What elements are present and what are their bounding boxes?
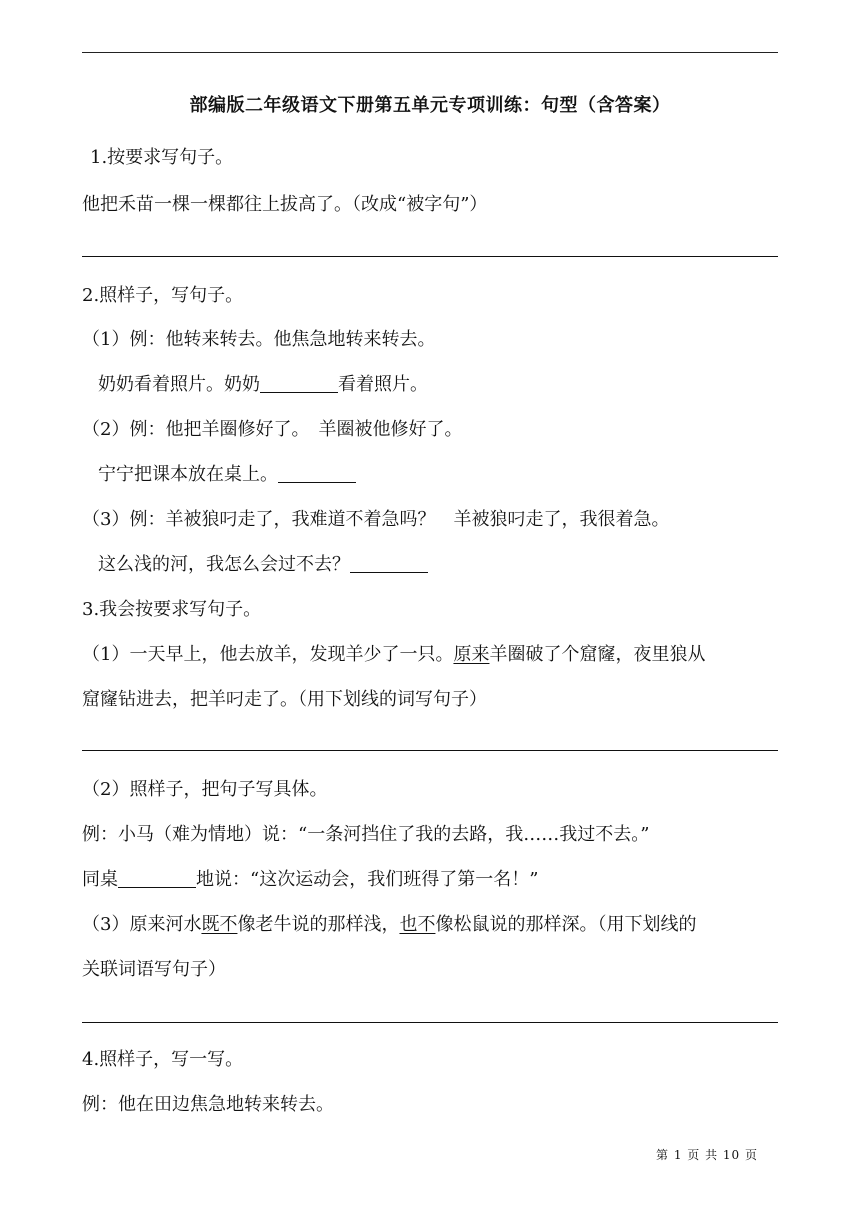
q3-part1-underlined-word: 原来	[453, 644, 490, 665]
q1-sentence: 他把禾苗一棵一棵都往上拔高了。（改成“被字句”）	[82, 194, 488, 215]
q3-part2-heading: （2）照样子，把句子写具体。	[82, 779, 328, 800]
q3-part2-task	[82, 868, 538, 892]
q2-task-2	[98, 463, 356, 487]
q4-heading: 4.照样子，写一写。	[82, 1049, 244, 1070]
q3-part3-line1	[82, 913, 696, 937]
q2-task-2-text: 宁宁把课本放在桌上。	[98, 464, 278, 485]
q3-part3-text-b: 像老牛说的那样浅，	[237, 914, 400, 935]
q2-task-1	[98, 373, 428, 397]
q4-example: 例：他在田边焦急地转来转去。	[82, 1094, 334, 1115]
q3-part2-example: 例：小马（难为情地）说：“一条河挡住了我的去路，我……我过不去。”	[82, 824, 650, 845]
q1-answer-line[interactable]	[82, 256, 778, 257]
q3-part1-text: （1）一天早上，他去放羊，发现羊少了一只。	[82, 644, 454, 665]
q2-task-2-blank[interactable]	[278, 464, 356, 483]
q3-part3-answer-line[interactable]	[82, 1022, 778, 1023]
q3-part3-underlined-1: 既不	[201, 914, 238, 935]
q3-part1-line2: 窟窿钻进去，把羊叼走了。（用下划线的词写句子）	[82, 689, 487, 710]
q3-part1-answer-line[interactable]	[82, 750, 778, 751]
q3-part3-text-a: （3）原来河水	[82, 914, 202, 935]
page-footer: 第 1 页 共 10 页	[656, 1148, 758, 1162]
q2-task-1-start: 奶奶看着照片。奶奶	[98, 374, 260, 395]
q3-part3-line2: 关联词语写句子）	[82, 959, 226, 980]
header-rule	[82, 52, 778, 53]
page-title: 部编版二年级语文下册第五单元专项训练：句型（含答案）	[189, 95, 671, 116]
q3-part3-text-c: 像松鼠说的那样深。（用下划线的	[435, 914, 697, 935]
q3-part2-task-end: 地说：“这次运动会，我们班得了第一名！”	[196, 869, 539, 890]
q2-task-3-blank[interactable]	[350, 554, 428, 573]
q2-task-1-blank[interactable]	[260, 374, 338, 393]
q3-part2-blank[interactable]	[118, 869, 196, 888]
q3-part1-line1	[82, 643, 705, 667]
q3-part2-task-start: 同桌	[82, 869, 118, 890]
q2-task-3	[98, 553, 428, 577]
q2-example-1: （1）例：他转来转去。他焦急地转来转去。	[82, 329, 436, 350]
q3-part3-underlined-2: 也不	[399, 914, 436, 935]
q2-example-3: （3）例：羊被狼叼走了，我难道不着急吗？ 羊被狼叼走了，我很着急。	[82, 509, 670, 530]
q3-part1-text-cont: 羊圈破了个窟窿，夜里狼从	[489, 644, 706, 665]
q2-heading: 2.照样子，写句子。	[82, 285, 244, 306]
q2-example-2: （2）例：他把羊圈修好了。 羊圈被他修好了。	[82, 419, 463, 440]
q3-heading: 3.我会按要求写句子。	[82, 599, 262, 620]
q1-heading: 1.按要求写句子。	[90, 147, 234, 168]
q2-task-3-text: 这么浅的河，我怎么会过不去？	[98, 554, 350, 575]
q2-task-1-end: 看着照片。	[338, 374, 428, 395]
